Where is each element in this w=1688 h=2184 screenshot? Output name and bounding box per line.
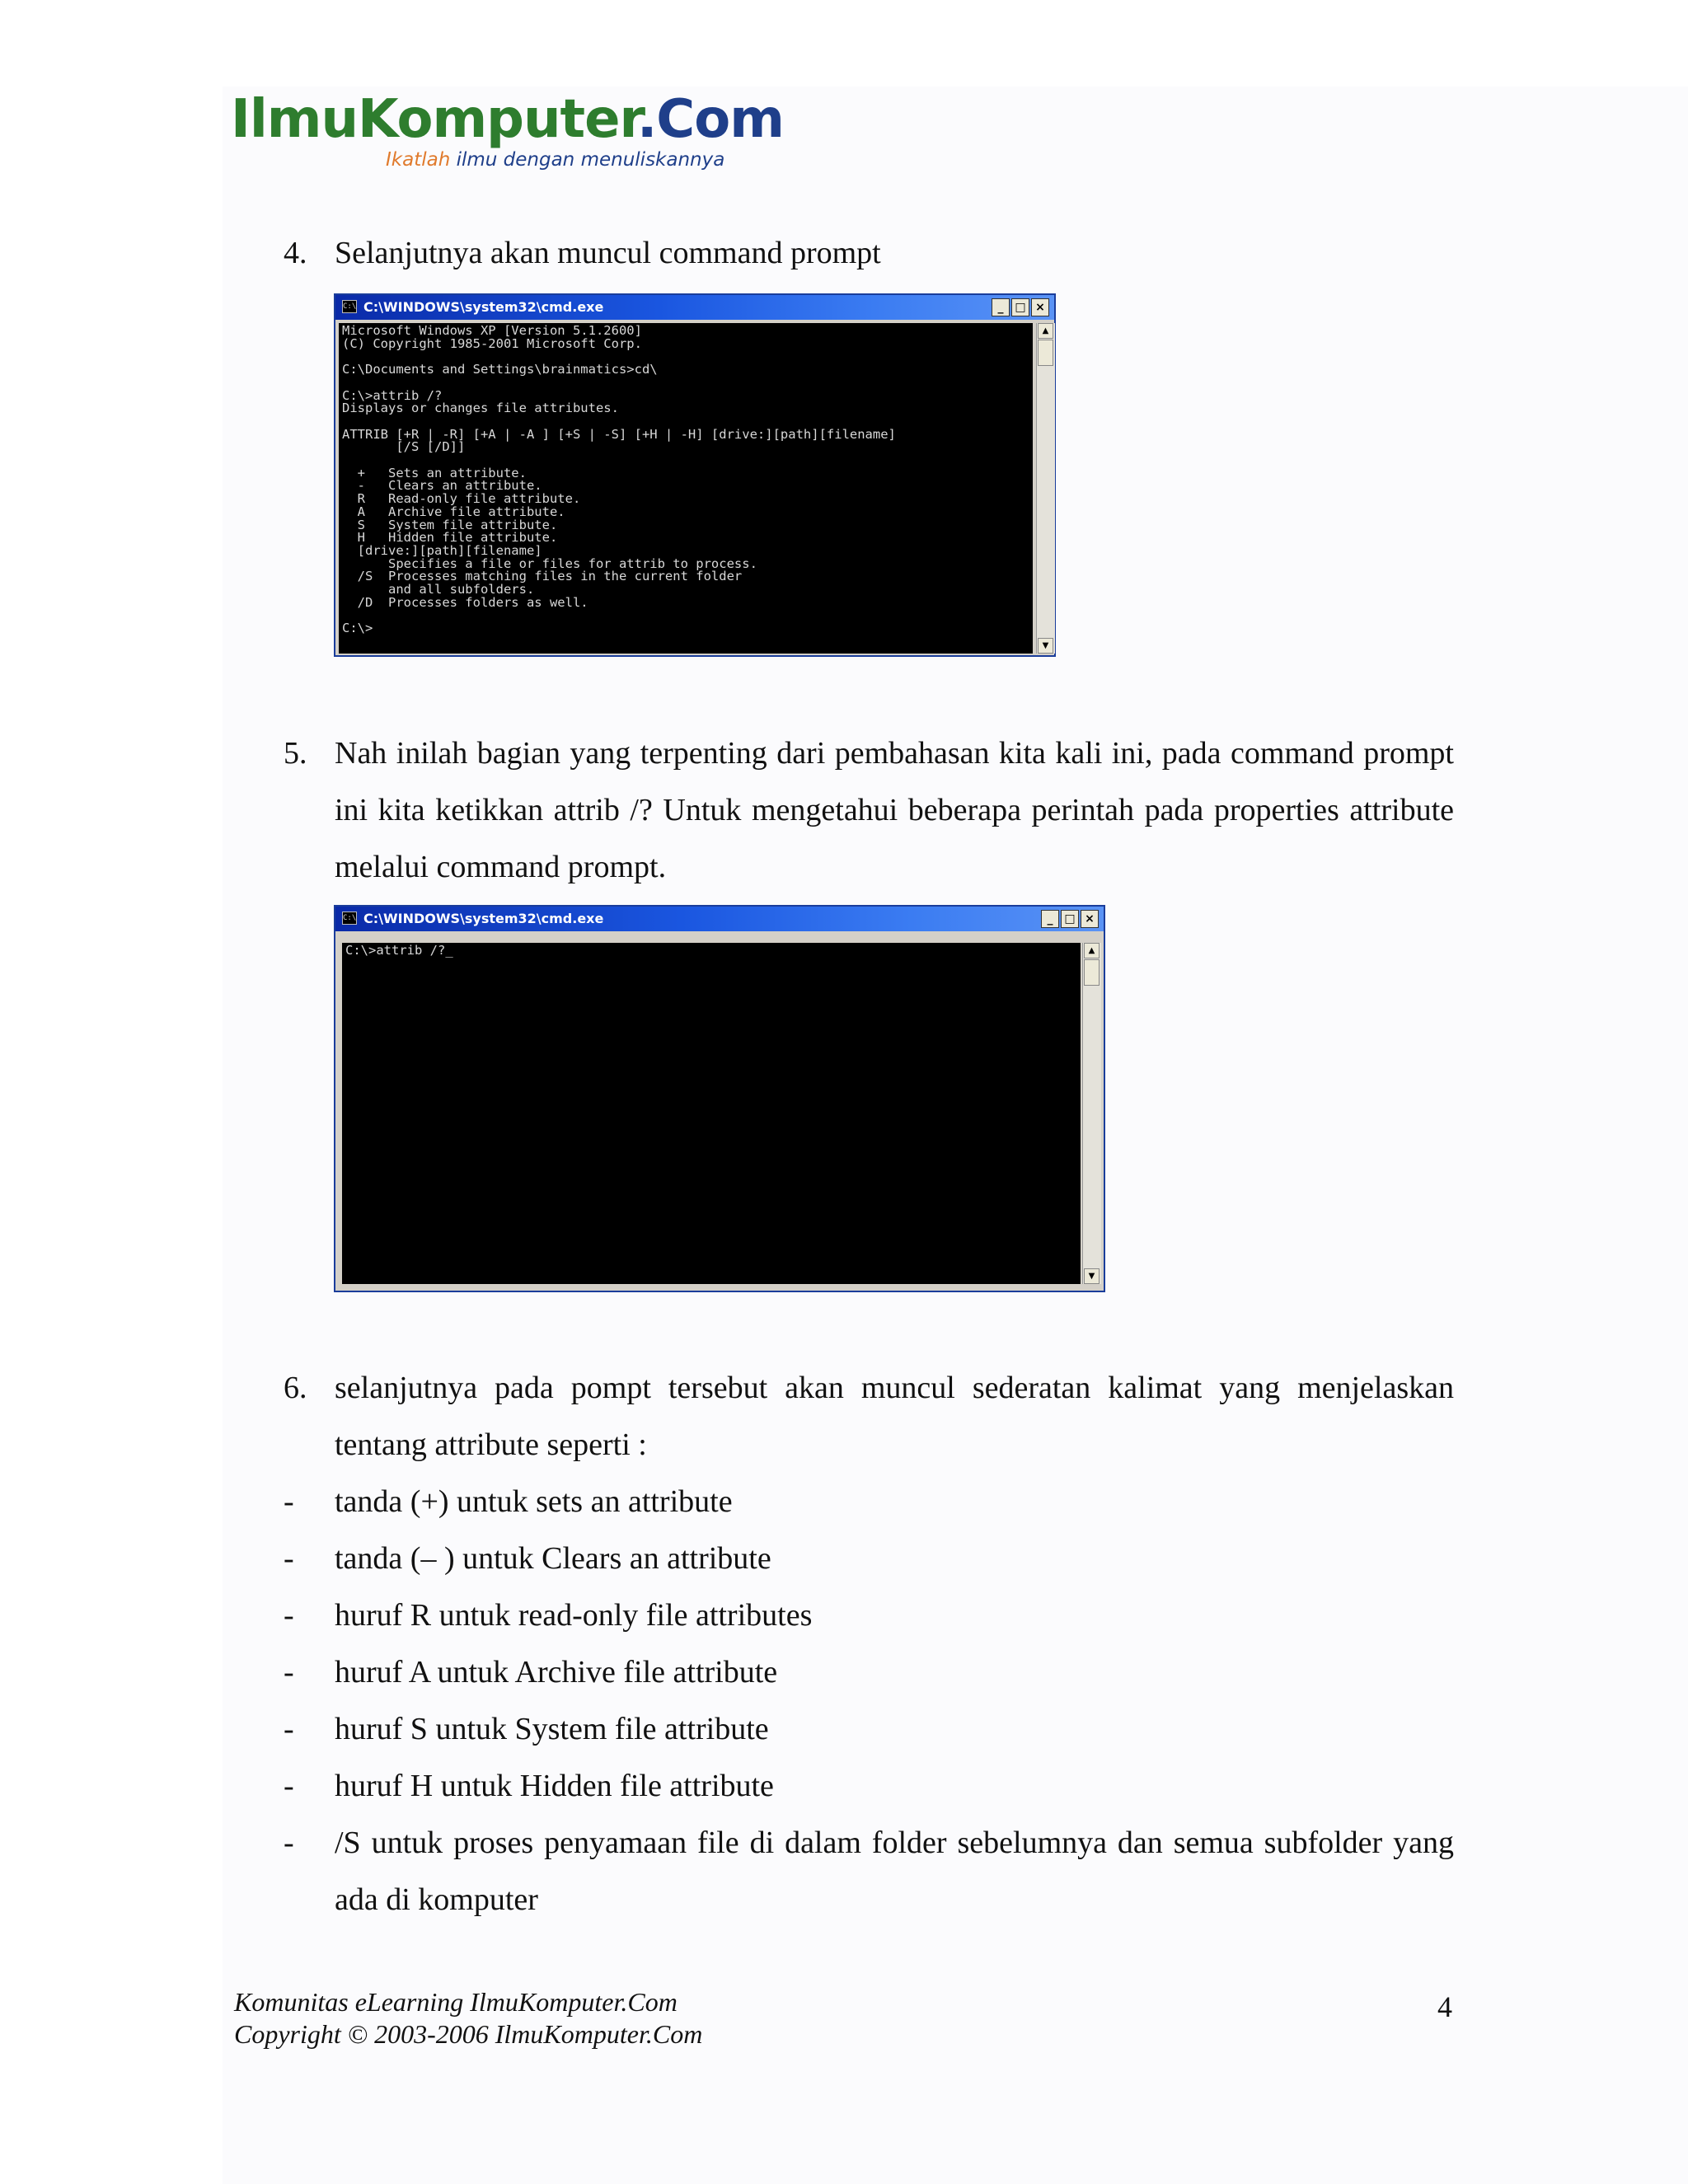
cmd-app-icon: C:\ <box>342 912 357 925</box>
bullet-text: tanda (– ) untuk Clears an attribute <box>335 1541 771 1576</box>
scroll-thumb[interactable] <box>1038 340 1053 366</box>
step-text: Selanjutnya akan muncul command prompt <box>335 236 881 270</box>
bullet-dash: - <box>284 1655 294 1690</box>
list-item <box>284 1587 1454 1644</box>
bullet-text: huruf S untuk System file attribute <box>335 1712 769 1746</box>
list-item <box>284 1815 1454 1929</box>
cmd-titlebar <box>335 295 1054 320</box>
bullet-text: huruf A untuk Archive file attribute <box>335 1655 778 1690</box>
logo-tagline <box>386 146 724 174</box>
cmd-title: C:\WINDOWS\system32\cmd.exe <box>363 911 604 926</box>
console-text: Microsoft Windows XP [Version 5.1.2600] (C) Copyright 1985-2001 Microsoft Corp. C:\Documents and Settings\brainmatics>cd\ C:\>attrib /? Displays or changes file attributes. ATTRIB [+R | -R] [+A | -A ] [+S | -S] [+H | -H] [drive:][path][filename] [/S [/D]] + Sets an attribute. - Clears an attribute. R Read-only file attribute. A Archive file attribute. S System file attribute. H Hidden file attribute. [drive:][path][filename] Specifies a file or files for attrib to process. /S Processes matching files in the current folder and all subfolders. /D Processes folders as well. C:\> <box>342 323 896 636</box>
cmd-title: C:\WINDOWS\system32\cmd.exe <box>363 299 604 315</box>
list-item <box>284 1474 1454 1530</box>
bullet-dash: - <box>284 1825 294 1860</box>
step-number: 4. <box>284 236 307 270</box>
scroll-up-icon[interactable]: ▲ <box>1038 323 1053 339</box>
bullet-dash: - <box>284 1484 294 1519</box>
minimize-icon[interactable]: _ <box>992 298 1010 316</box>
list-item <box>284 1530 1454 1587</box>
list-item <box>284 1644 1454 1701</box>
close-icon[interactable]: × <box>1081 910 1099 928</box>
cmd-scrollbar[interactable] <box>1082 943 1101 1284</box>
list-item <box>284 1701 1454 1758</box>
list-item <box>284 1758 1454 1815</box>
maximize-icon[interactable]: □ <box>1061 910 1079 928</box>
step-5 <box>284 725 1454 896</box>
bullet-dash: - <box>284 1598 294 1633</box>
page-footer <box>234 1986 702 2050</box>
step-text: selanjutnya pada pompt tersebut akan muncul sederatan kalimat yang menjelaskan tentang attribute seperti : <box>335 1371 1454 1462</box>
bullet-text: huruf H untuk Hidden file attribute <box>335 1769 774 1803</box>
cmd-console[interactable] <box>342 943 1081 1284</box>
cmd-window-attrib-output <box>334 293 1056 657</box>
tagline-accent: Ikatlah <box>386 149 451 171</box>
cmd-scrollbar[interactable] <box>1036 323 1055 654</box>
site-logo <box>231 87 784 185</box>
scroll-down-icon[interactable]: ▼ <box>1084 1268 1100 1284</box>
step-number: 6. <box>284 1371 307 1405</box>
logo-suffix: .Com <box>636 89 784 150</box>
bullet-text: /S untuk proses penyamaan file di dalam folder sebelumnya dan semua subfolder yang ada di komputer <box>335 1825 1454 1917</box>
console-text: C:\>attrib /?_ <box>345 943 453 958</box>
footer-line-2: Copyright © 2003-2006 IlmuKomputer.Com <box>234 2019 703 2049</box>
bullet-dash: - <box>284 1541 294 1576</box>
step-number: 5. <box>284 736 307 771</box>
logo-title <box>231 87 784 152</box>
bullet-text: huruf R untuk read-only file attributes <box>335 1598 813 1633</box>
footer-line-1: Komunitas eLearning IlmuKomputer.Com <box>234 1987 678 2017</box>
cmd-window-attrib-input <box>334 905 1105 1292</box>
step-4 <box>284 225 1454 282</box>
logo-main: IlmuKomputer <box>231 89 637 150</box>
page-number: 4 <box>1437 1990 1452 2023</box>
minimize-icon[interactable]: _ <box>1041 910 1059 928</box>
bullet-dash: - <box>284 1769 294 1803</box>
tagline-rest: ilmu dengan menuliskannya <box>450 149 725 171</box>
bullet-text: tanda (+) untuk sets an attribute <box>335 1484 733 1519</box>
scroll-up-icon[interactable]: ▲ <box>1084 943 1100 958</box>
scroll-down-icon[interactable]: ▼ <box>1038 638 1053 654</box>
scroll-thumb[interactable] <box>1084 959 1100 986</box>
cmd-app-icon: C:\ <box>342 300 357 313</box>
cmd-console[interactable] <box>339 323 1033 654</box>
close-icon[interactable]: × <box>1031 298 1049 316</box>
bullet-dash: - <box>284 1712 294 1746</box>
maximize-icon[interactable]: □ <box>1011 298 1029 316</box>
cmd-titlebar <box>335 907 1104 931</box>
step-6 <box>284 1360 1454 1474</box>
step-text: Nah inilah bagian yang terpenting dari pembahasan kita kali ini, pada command prompt ini kita ketikkan attrib /? Untuk mengetahui beberapa perintah pada properties attribute melalui command prompt. <box>335 736 1454 884</box>
